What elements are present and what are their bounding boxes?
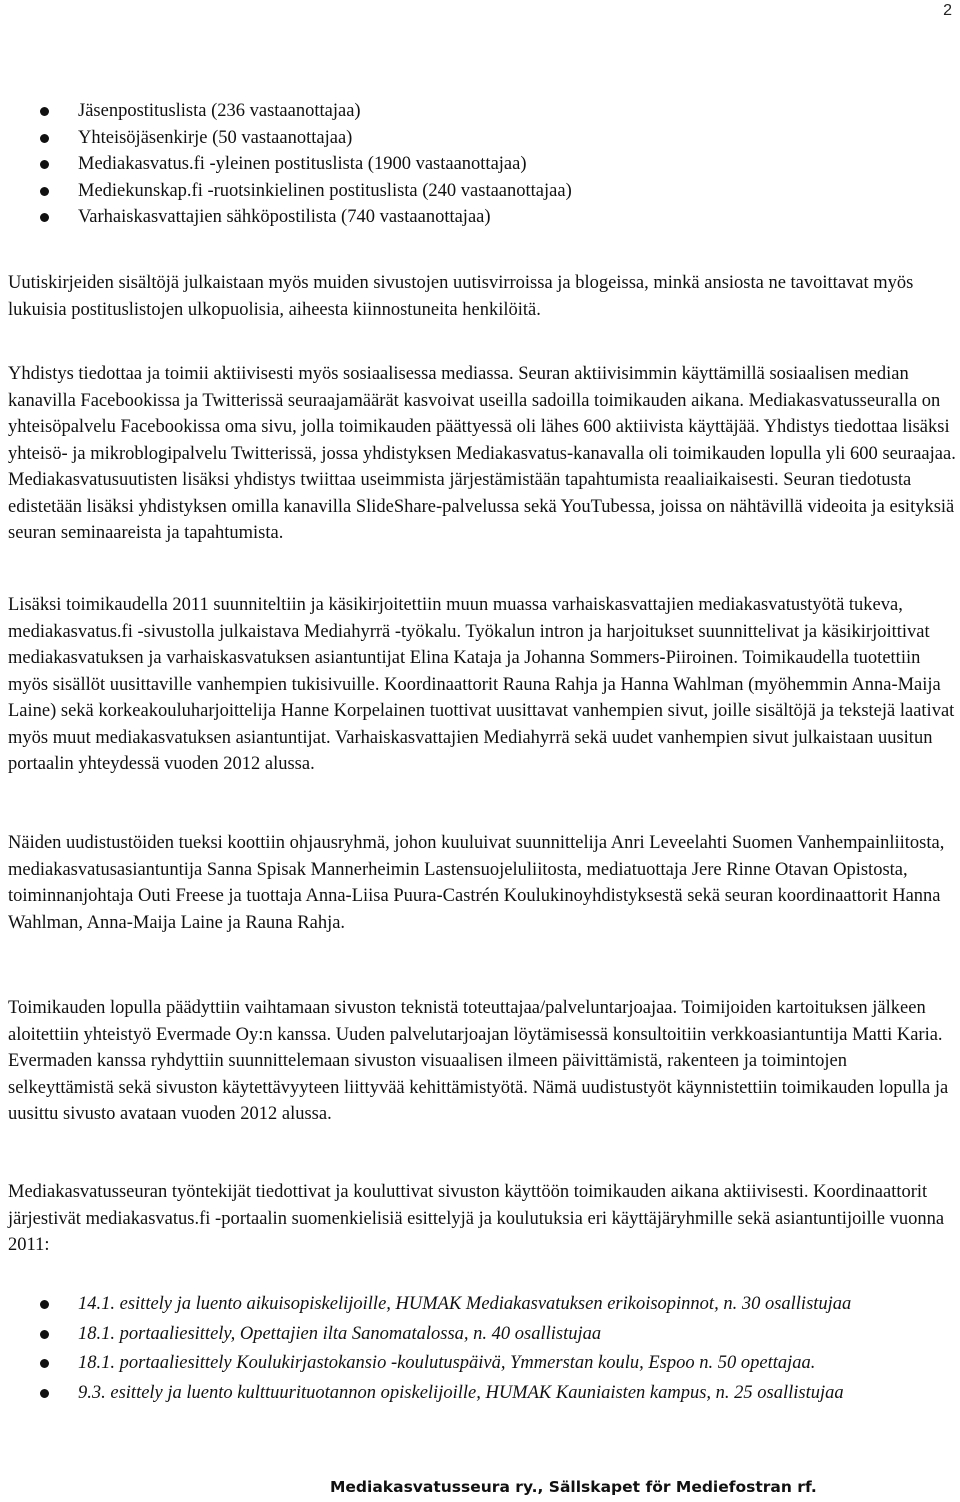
mailing-list-bullets (0, 98, 572, 231)
page-footer: Mediakasvatusseura ry., Sällskapet för Mediefostran rf. (330, 1478, 817, 1496)
bullet-icon (40, 1359, 49, 1368)
paragraph-mediahyrra: Lisäksi toimikaudella 2011 suunniteltiin ja käsikirjoitettiin muun muassa varhaiskasvattajien mediakasvatustyötä tukeva, mediakasvatus.fi -sivustolla julkaistava Mediahyrrä -työkalu. Työkalun intron ja harjoitukset suunnittelivat ja käsikirjoittivat mediakasvatuksen ja varhaiskasvatuksen asiantuntijat Elina Kataja ja Johanna Sommers-Piiroinen. Toimikaudella tuotettiin myös sisällöt uusittaville vanhempien tukisivuille. Koordinaattorit Rauna Rahja ja Hanna Wahlman (myöhemmin Anna-Maija Laine) sekä korkeakouluharjoittelija Hanne Korpelainen tuottivat uusittavat vanhempien sivut, joille sisältöjä ja tekstejä laativat myös muut mediakasvatuksen asiantuntijat. Varhaiskasvattajien Mediahyrrä sekä uudet vanhempien sivut julkaistaan uusitun portaalin yhteydessä vuoden 2012 alussa. (8, 595, 955, 774)
paragraph-steering-group: Näiden uudistustöiden tueksi koottiin ohjausryhmä, johon kuuluivat suunnittelija Anri Leveelahti Suomen Vanhempainliitosta, mediakasvatusasiantuntija Sanna Spisak Mannerheimin Lastensuojeluliitosta, mediatuottaja Jere Rinne Otavan Opistosta, toiminnanjohtaja Outi Freese ja tuottaja Anna-Liisa Puura-Castrén Koulukinoyhdistyksestä sekä seuran koordinaattorit Hanna Wahlman, Anna-Maija Laine ja Rauna Rahja. (8, 833, 945, 933)
list-item-text: 18.1. portaaliesittely, Opettajien ilta Sanomatalossa, n. 40 osallistujaa (78, 1323, 602, 1344)
paragraph-newsletter: Uutiskirjeiden sisältöjä julkaistaan myös muiden sivustojen uutisvirroissa ja blogeissa, minkä ansiosta ne tavoittavat myös lukuisia postituslistojen ulkopuolisia, aiheesta kiinnostuneita henkilöitä. (8, 273, 914, 320)
list-item-text: Jäsenpostituslista (236 vastaanottajaa) (78, 101, 361, 121)
list-item (0, 98, 572, 125)
list-item (0, 151, 572, 178)
list-item-text: 14.1. esittely ja luento aikuisopiskelijoille, HUMAK Mediakasvatuksen erikoisopinnot, n. 30 osallistujaa (78, 1294, 852, 1314)
bullet-icon (40, 107, 49, 116)
list-item-text: Mediekunskap.fi -ruotsinkielinen postituslista (240 vastaanottajaa) (78, 180, 572, 201)
list-item-text: Mediakasvatus.fi -yleinen postituslista (1900 vastaanottajaa) (78, 154, 527, 174)
bullet-icon (40, 160, 49, 169)
list-item-text: Yhteisöjäsenkirje (50 vastaanottajaa) (78, 127, 353, 148)
bullet-icon (40, 1300, 49, 1309)
training-events-bullets (0, 1290, 851, 1408)
list-item (0, 204, 572, 231)
list-item (0, 1379, 851, 1409)
bullet-icon (40, 187, 49, 196)
page-number: 2 (943, 2, 952, 19)
bullet-icon (40, 134, 49, 143)
paragraph-service-provider: Toimikauden lopulla päädyttiin vaihtamaan sivuston teknistä toteuttajaa/palveluntarjoajaa. Toimijoiden kartoituksen jälkeen aloitettiin yhteistyö Evermade Oy:n kanssa. Uuden palvelutarjoajan löytämisessä konsultoitiin verkkoasiantuntija Matti Karia. Evermaden kanssa ryhdyttiin suunnittelemaan sivuston visuaalisen ilmeen päivittämistä, rakenteen ja toimintojen selkeyttämistä sekä sivuston käytettävyyteen liittyvää kehittämistyötä. Nämä uudistustyöt käynnistettiin toimikauden lopulla ja uusittu sivusto avataan vuoden 2012 alussa. (8, 998, 949, 1124)
list-item (0, 1320, 851, 1350)
list-item-text: 18.1. portaaliesittely Koulukirjastokansio -koulutuspäivä, Ymmerstan koulu, Espoo n. 50 opettajaa. (78, 1353, 816, 1374)
list-item (0, 1290, 851, 1320)
list-item-text: Varhaiskasvattajien sähköpostilista (740 vastaanottajaa) (78, 207, 491, 227)
list-item (0, 1349, 851, 1379)
list-item (0, 178, 572, 205)
bullet-icon (40, 1330, 49, 1339)
paragraph-social-media: Yhdistys tiedottaa ja toimii aktiivisesti myös sosiaalisessa mediassa. Seuran aktiivisimmin käyttämillä sosiaalisen median kanavilla Facebookissa ja Twitterissä seuraajamäärät kasvoivat useilla sadoilla toimikauden aikana. Mediakasvatusseuralla on yhteisöpalvelu Facebookissa oma sivu, jolla toimikauden päättyessä oli lähes 600 aktiivista käyttäjää. Yhdistys tiedottaa lisäksi yhteisö- ja mikroblogipalvelu Twitterissä, jossa yhdistyksen Mediakasvatus-kanavalla oli toimikauden lopulla yli 600 seuraajaa. Mediakasvatusuutisten lisäksi yhdistys twiittaa useimmista järjestämistään tapahtumista reaaliaikaisesti. Seuran tiedotusta edistetään lisäksi yhdistyksen omilla kanavilla SlideShare-palvelussa sekä YouTubessa, joissa on nähtävillä videoita ja esityksiä seuran seminaareista ja tapahtumista. (8, 364, 956, 543)
bullet-icon (40, 1389, 49, 1398)
list-item-text: 9.3. esittely ja luento kulttuurituotannon opiskelijoille, HUMAK Kauniaisten kampus, n. 25 osallistujaa (78, 1382, 844, 1403)
bullet-icon (40, 213, 49, 222)
list-item (0, 125, 572, 152)
paragraph-training: Mediakasvatusseuran työntekijät tiedottivat ja kouluttivat sivuston käyttöön toimikauden aikana aktiivisesti. Koordinaattorit järjestivät mediakasvatus.fi -portaalin suomenkielisiä esittelyjä ja koulutuksia eri käyttäjäryhmille sekä asiantuntijoille vuonna 2011: (8, 1182, 945, 1255)
